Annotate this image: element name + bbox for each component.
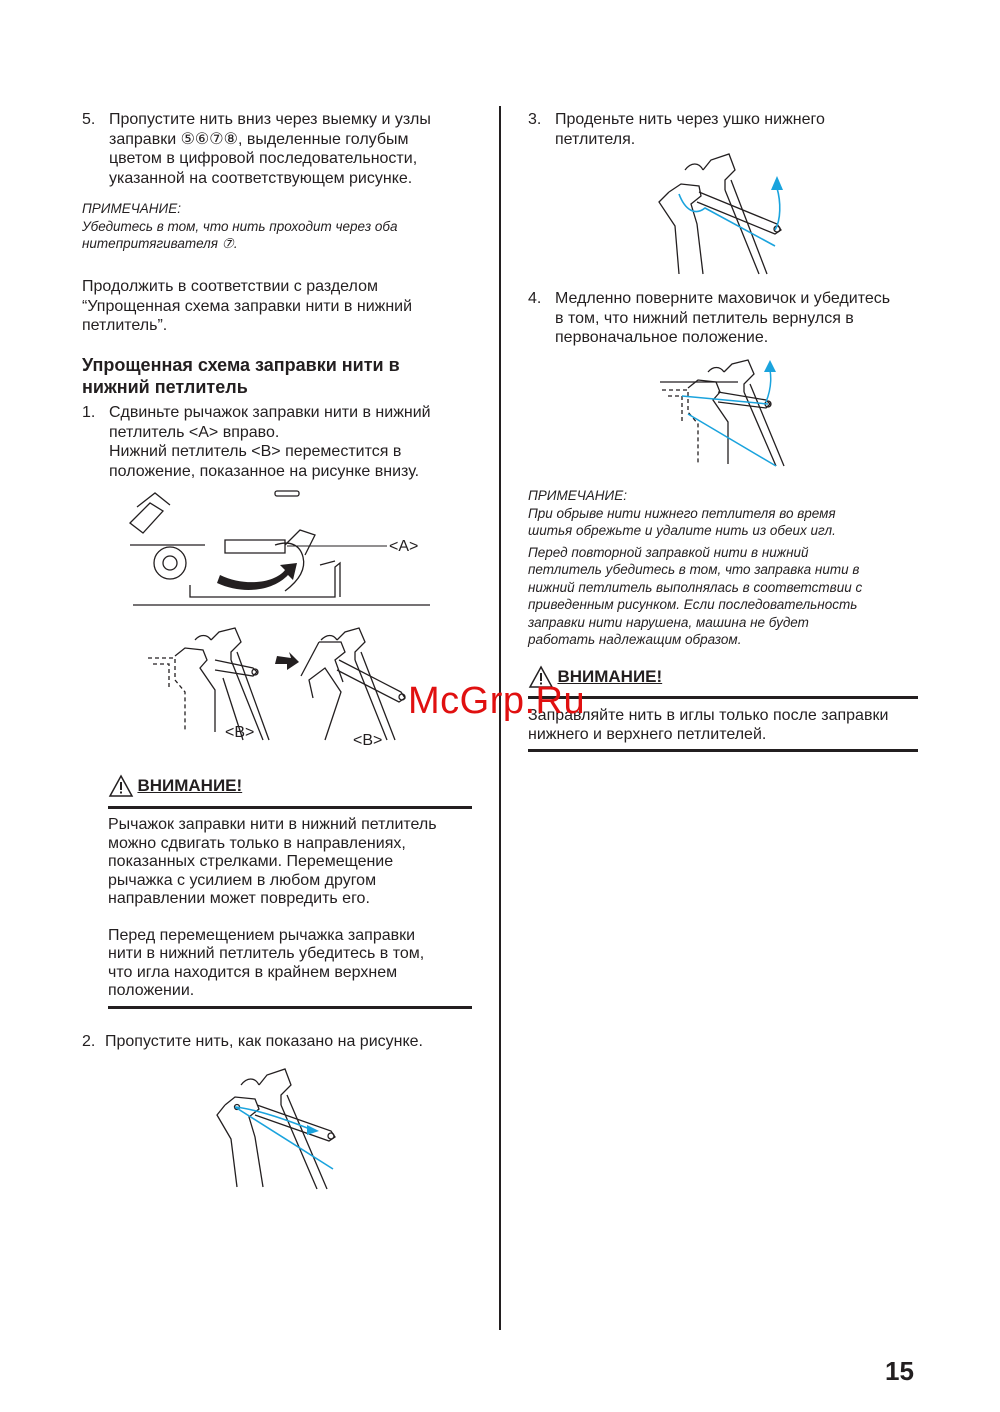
figure-step-4 <box>658 352 788 470</box>
text-line: цветом в цифровой последовательности, <box>109 150 418 167</box>
text-line: Перед перемещением рычажка заправки <box>108 926 416 944</box>
section-title-line: Упрощенная схема заправки нити в <box>82 355 400 375</box>
warning-title: ВНИМАНИЕ! <box>557 667 663 686</box>
step-number: 5. <box>82 111 96 128</box>
text-line: Проденьте нить через ушко нижнего <box>555 111 825 128</box>
step-number: 1. <box>82 404 96 421</box>
text-line: Продолжить в соответствии с разделом <box>82 278 378 295</box>
note-line: заправки нити нарушена, машина не будет <box>528 614 809 630</box>
section-title <box>82 354 492 398</box>
warning-triangle-icon <box>109 775 133 797</box>
note-line: петлитель убедитесь в том, что заправка нити в <box>528 562 860 577</box>
label-b-after: <B> <box>353 732 383 749</box>
warning-2-body <box>528 707 923 744</box>
text-line: что игла находится в крайнем верхнем <box>108 963 398 981</box>
warning-1-header <box>109 775 242 797</box>
text-line: указанной на соответствующем рисунке. <box>109 169 413 187</box>
text-line: положение, показанное на рисунке внизу. <box>109 462 420 480</box>
text-line: “Упрощенная схема заправки нити в нижний <box>82 297 413 315</box>
step-number: 3. <box>528 111 542 128</box>
figure-step-2 <box>215 1065 345 1190</box>
text-line: показанных стрелками. Перемещение <box>108 853 394 870</box>
text-line: Сдвиньте рычажок заправки нити в нижний <box>109 404 431 421</box>
text-line: положении. <box>108 982 195 999</box>
step-number: 2. <box>82 1033 96 1050</box>
warning-bottom-rule <box>528 749 918 752</box>
step-1 <box>82 403 482 481</box>
page-number: 15 <box>885 1356 914 1386</box>
label-a: <A> <box>389 538 419 555</box>
warning-title: ВНИМАНИЕ! <box>137 776 243 795</box>
text-line: заправки ⑤⑥⑦⑧, выделенные голубым <box>109 130 409 148</box>
text-line: Нижний петлитель <B> переместится в <box>109 443 402 460</box>
note-heading: ПРИМЕЧАНИЕ: <box>528 488 627 503</box>
text-line: направлении может повредить его. <box>108 890 370 907</box>
text-line: можно сдвигать только в направлениях, <box>108 834 406 852</box>
text-line: петлитель”. <box>82 317 168 334</box>
watermark: McGrp.Ru <box>408 680 586 722</box>
note-line: Убедитесь в том, что нить проходит через оба <box>82 218 398 234</box>
text-line: петлитель <A> вправо. <box>109 423 280 441</box>
warning-1-body <box>108 816 472 1001</box>
text-line: Пропустите нить, как показано на рисунке. <box>105 1033 423 1050</box>
text-line: Заправляйте нить в иглы только после заправки <box>528 707 889 724</box>
note-line: нитепритягивателя ⑦. <box>82 236 238 251</box>
note-line: приведенным рисунком. Если последовательность <box>528 597 858 612</box>
text-line: петлителя. <box>555 130 636 148</box>
text-line: в том, что нижний петлитель вернулся в <box>555 309 854 327</box>
step-5 <box>82 110 482 188</box>
figure-step-3 <box>655 150 790 275</box>
text-line: Медленно поверните маховичок и убедитесь <box>555 290 891 307</box>
continue-text <box>82 277 482 336</box>
note-line: нижний петлитель выполнялась в соответствии с <box>528 579 863 595</box>
text-line: рычажка с усилием в любом другом <box>108 871 377 889</box>
label-b-before: <B> <box>225 724 255 741</box>
text-line: Пропустите нить вниз через выемку и узлы <box>109 111 431 128</box>
warning-top-rule <box>528 696 918 699</box>
text-line: Рычажок заправки нити в нижний петлитель <box>108 816 437 833</box>
text-line: нити в нижний петлитель убедитесь в том, <box>108 945 425 962</box>
text-line: нижнего и верхнего петлителей. <box>528 725 767 743</box>
note-heading: ПРИМЕЧАНИЕ: <box>82 201 181 216</box>
step-2 <box>82 1032 492 1052</box>
warning-top-rule <box>108 806 472 809</box>
note-line: Перед повторной заправкой нити в нижний <box>528 544 809 560</box>
step-3 <box>528 110 928 149</box>
note-line: шитья обрежьте и удалите нить из обеих игл. <box>528 523 836 538</box>
step-number: 4. <box>528 290 542 307</box>
warning-bottom-rule <box>108 1006 472 1009</box>
text-line: первоначальное положение. <box>555 329 769 346</box>
figure-looper-b <box>145 620 410 745</box>
step-4 <box>528 289 928 348</box>
note-1 <box>82 200 482 253</box>
section-title-line: нижний петлитель <box>82 377 248 397</box>
note-line: работать надлежащим образом. <box>528 632 742 647</box>
note-2 <box>528 487 928 649</box>
note-line: При обрыве нити нижнего петлителя во время <box>528 505 836 521</box>
